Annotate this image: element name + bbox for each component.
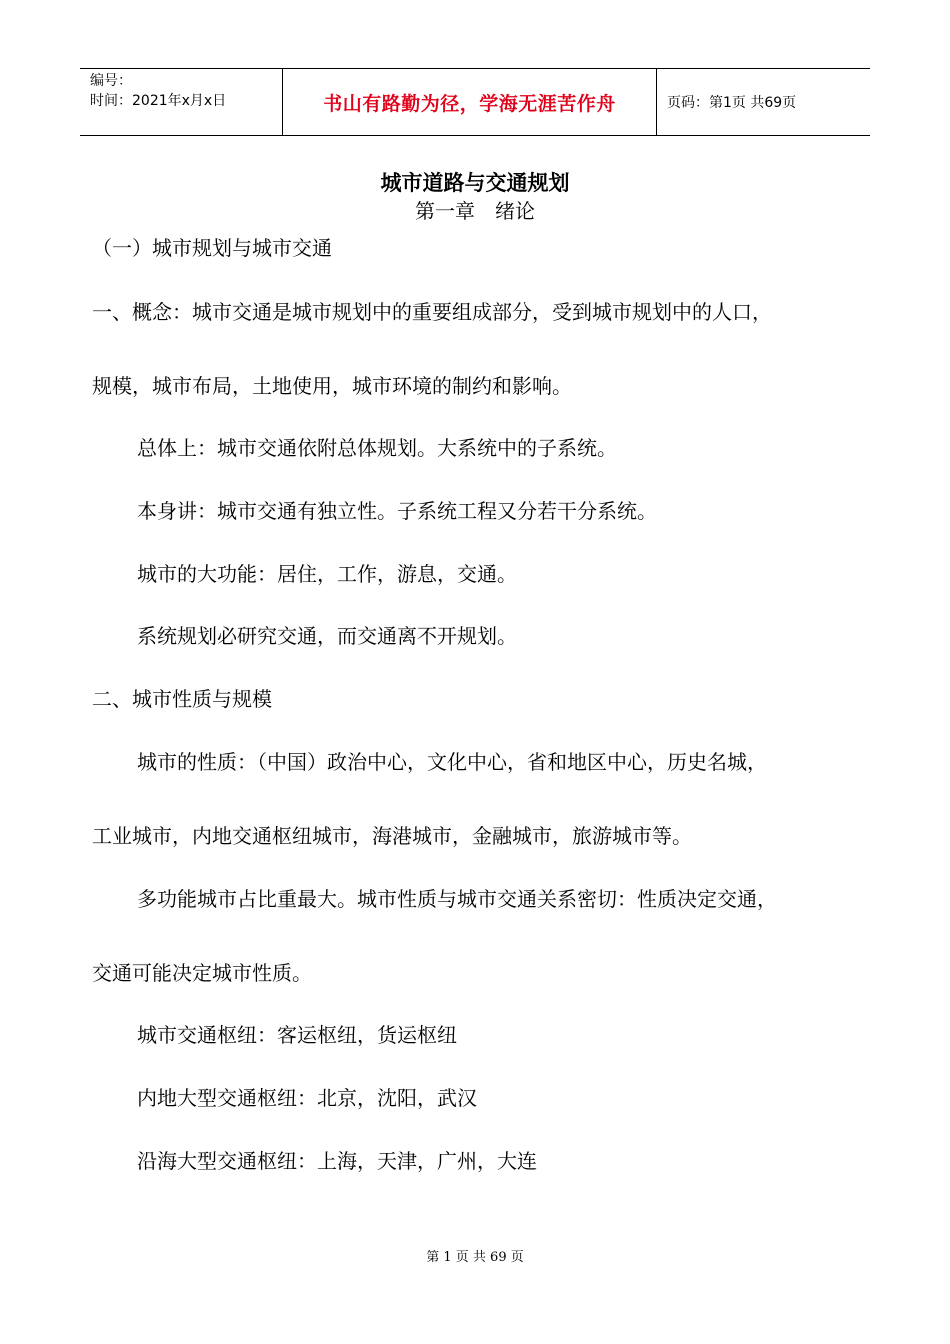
header-motto: 书山有路勤为径，学海无涯苦作舟 (282, 69, 657, 135)
paragraph-line: 沿海大型交通枢纽：上海，天津，广州，大连 (137, 1149, 537, 1173)
date-label: 时间：2021年x月x日 (90, 93, 227, 109)
document-title: 城市道路与交通规划 (380, 171, 570, 195)
paragraph-line: 系统规划必研究交通，而交通离不开规划。 (137, 624, 517, 648)
chapter-heading: 第一章 绪论 (415, 199, 535, 223)
page-footer: 第 1 页 共 69 页 (426, 1250, 524, 1265)
paragraph-line: 多功能城市占比重最大。城市性质与城市交通关系密切：性质决定交通， (137, 887, 777, 911)
paragraph-line: 规模，城市布局，土地使用，城市环境的制约和影响。 (92, 374, 572, 398)
paragraph-line: 城市的性质：（中国）政治中心，文化中心，省和地区中心，历史名城， (137, 750, 767, 774)
paragraph-line: 本身讲：城市交通有独立性。子系统工程又分若干分系统。 (137, 499, 657, 523)
paragraph-line: 总体上：城市交通依附总体规划。大系统中的子系统。 (137, 436, 617, 460)
serial-label: 编号： (90, 73, 132, 89)
header-left-cell (80, 69, 282, 135)
paragraph-line: 城市的大功能：居住，工作，游息，交通。 (137, 562, 517, 586)
paragraph-line: 城市交通枢纽：客运枢纽，货运枢纽 (137, 1023, 457, 1047)
paragraph-line: 一、概念：城市交通是城市规划中的重要组成部分，受到城市规划中的人口， (92, 300, 772, 324)
page-header (80, 68, 870, 136)
paragraph-line: 交通可能决定城市性质。 (92, 961, 312, 985)
paragraph-line: 工业城市，内地交通枢纽城市，海港城市，金融城市，旅游城市等。 (92, 824, 692, 848)
section-heading: 二、城市性质与规模 (92, 687, 272, 711)
section-heading: （一）城市规划与城市交通 (92, 236, 332, 260)
paragraph-line: 内地大型交通枢纽：北京，沈阳，武汉 (137, 1086, 477, 1110)
header-page-info: 页码：第1页 共69页 (667, 95, 797, 111)
